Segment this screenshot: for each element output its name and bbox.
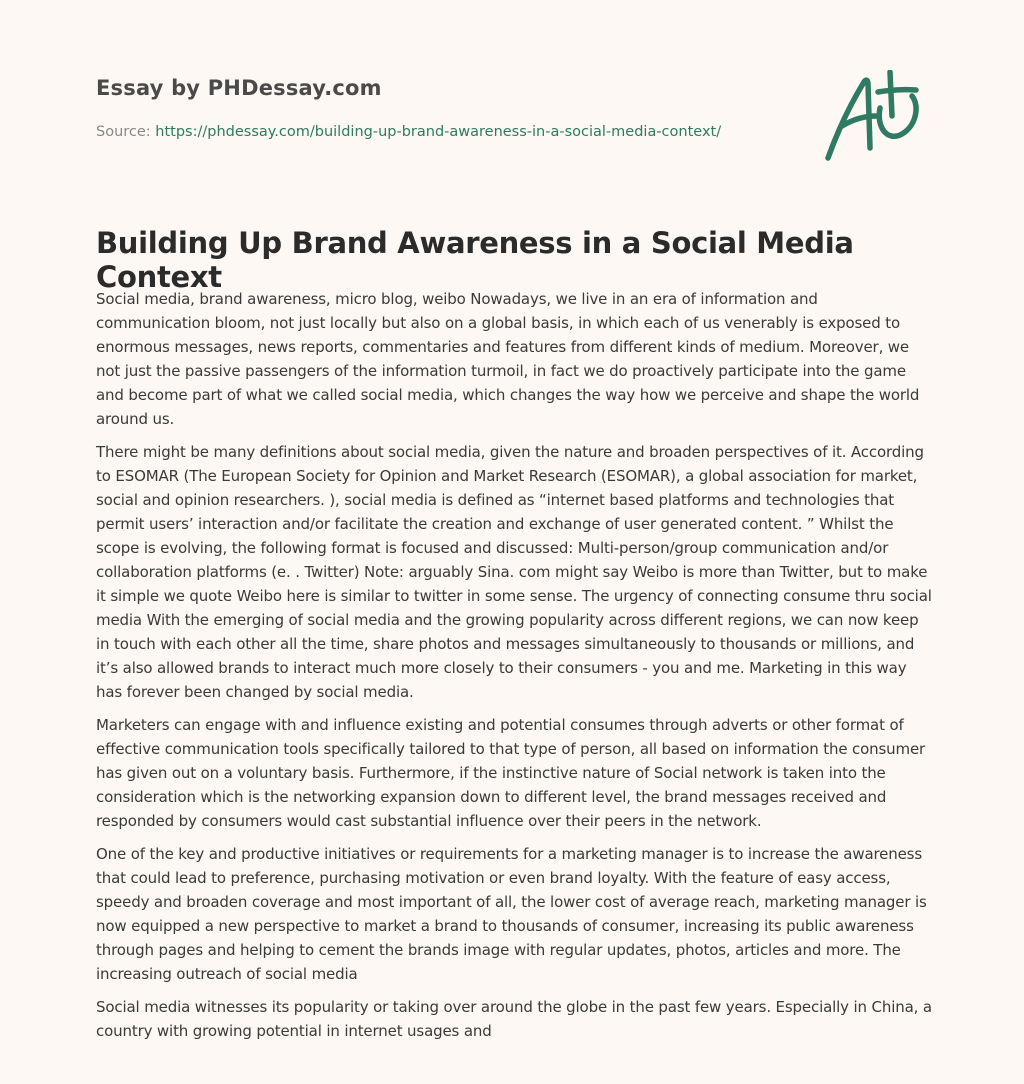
a-plus-logo-icon [820, 70, 930, 165]
site-header [96, 76, 926, 140]
essay-paragraph: One of the key and productive initiatives or requirements for a marketing manager is to increase the awareness that could lead to preference, purchasing motivation or even brand loyalty. With the feature of easy access, speedy and broaden coverage and most important of all, the lower cost of average reach, marketing manager is now equipped a new perspective to market a brand to thousands of consumer, increasing its public awareness through pages and helping to cement the brands image with regular updates, photos, articles and more. The increasing outreach of social media [96, 845, 927, 983]
source-label: Source: [96, 124, 151, 140]
essay-title: Building Up Brand Awareness in a Social Media Context [96, 226, 854, 294]
essay-body [96, 287, 934, 1052]
essay-paragraph: Social media, brand awareness, micro blog, weibo Nowadays, we live in an era of information and communication bloom, not just locally but also on a global basis, in which each of us venerably is exposed to enormous messages, news reports, commentaries and features from different kinds of medium. Moreover, we not just the passive passengers of the information turmoil, in fact we do proactively participate into the game and become part of what we called social media, which changes the way how we perceive and shape the world around us. [96, 290, 920, 428]
essay-paragraph: Marketers can engage with and influence existing and potential consumes through adverts or other format of effective communication tools specifically tailored to that type of person, all based on information the consumer has given out on a voluntary basis. Furthermore, if the instinctive nature of Social network is taken into the consideration which is the networking expansion down to different level, the brand messages received and responded by consumers would cast substantial influence over their peers in the network. [96, 716, 926, 830]
essay-paragraph: There might be many definitions about social media, given the nature and broaden perspectives of it. According to ESOMAR (The European Society for Opinion and Market Research (ESOMAR), a global association for market, social and opinion researchers. ), social media is defined as “internet based platforms and technologies that permit users’ interaction and/or facilitate the creation and exchange of user generated content. ” Whilst the scope is evolving, the following format is focused and discussed: Multi-person/group communication and/or collaboration platforms (e. . Twitter) Note: arguably Sina. com might say Weibo is more than Twitter, but to make it simple we quote Weibo here is similar to twitter in some sense. The urgency of connecting consume thru social media With the emerging of social media and the growing popularity across different regions, we can now keep in touch with each other all the time, share photos and messages simultaneously to thousands or millions, and it’s also allowed brands to interact much more closely to their consumers - you and me. Marketing in this way has forever been changed by social media. [96, 443, 932, 701]
source-line [96, 124, 721, 140]
site-title: Essay by PHDessay.com [96, 76, 382, 100]
source-link[interactable]: https://phdessay.com/building-up-brand-awareness-in-a-social-media-context/ [155, 124, 722, 140]
essay-paragraph: Social media witnesses its popularity or taking over around the globe in the past few years. Especially in China, a country with growing potential in internet usages and [96, 998, 932, 1040]
